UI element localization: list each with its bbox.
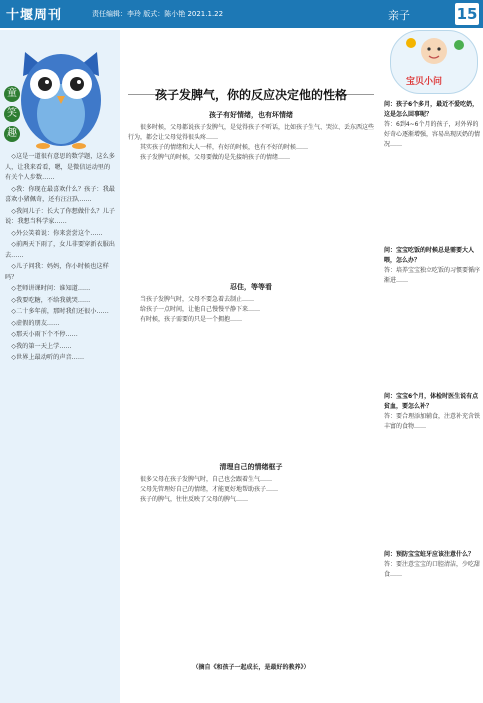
baby-illustration	[391, 31, 477, 71]
badge-char-3: 趣	[4, 126, 20, 142]
joke-paragraph: ◇那天小雨下个不停……	[11, 331, 78, 338]
qa-item-1	[384, 100, 480, 240]
article-source: （摘自《和孩子一起成长，是最好的教养》）	[192, 664, 310, 671]
question-text: 问：孩子6个多月，最近不爱吃奶，这是怎么回事呢？	[384, 101, 479, 118]
answer-text: 答：6到4~6个月的孩子，对外界的好奇心逐渐增强，容易出现厌奶的情况……	[384, 121, 480, 148]
article-paragraph: 孩子发脾气的时候，父母要做的是先接纳孩子的情绪……	[140, 154, 291, 161]
qa-banner-title: 宝贝小问	[406, 77, 443, 87]
section-body-2	[128, 295, 374, 455]
joke-paragraph: ◇前两天下雨了，女儿非要穿新衣服出去……	[5, 241, 115, 259]
section-heading-1: 孩子有好情绪，也有坏情绪	[209, 111, 293, 119]
article-paragraph: 给孩子一点时间，让他自己慢慢平静下来……	[140, 306, 261, 313]
answer-text: 答：要合理添加辅食，注意补充含铁丰富的食物……	[384, 413, 480, 430]
joke-paragraph: ◇外公笑着说：你来尝尝这个……	[11, 229, 103, 237]
newspaper-title: 十堰周刊	[6, 8, 63, 23]
section-name: 亲子	[388, 9, 410, 22]
article-paragraph: 很多父母在孩子发脾气时，自己也会跟着生气……	[140, 476, 273, 483]
section-heading-2: 忍住，等等看	[230, 283, 272, 291]
question-text: 问：宝宝6个月，体检时医生说有点贫血，要怎么补？	[384, 393, 479, 410]
joke-paragraph: ◇虚假的朋友……	[11, 319, 60, 327]
section-body-1	[128, 123, 374, 275]
main-article	[124, 30, 378, 703]
joke-paragraph: ◇这是一道很有意思的数学题，这么多人，让我来看看，嗯，是微信运动里的有关个人步数……	[5, 153, 115, 181]
qa-item-2	[384, 246, 480, 386]
joke-paragraph: ◇老师讲课时问：谁知道……	[11, 285, 91, 292]
editor-credits: 责任编辑：李玲 版式：陈小艳 2021.1.22	[92, 10, 224, 18]
joke-paragraph: ◇我：你现在最喜欢什么？孩子：我最喜欢小猪佩奇，还有汪汪队……	[5, 185, 115, 203]
joke-paragraph: ◇我要吃糖，不给我就哭……	[11, 296, 91, 304]
right-column	[382, 30, 483, 703]
joke-paragraph: ◇世界上最动听的声音……	[11, 354, 85, 361]
page-header	[0, 0, 483, 28]
section-body-3	[128, 475, 374, 655]
joke-paragraph: ◇我问儿子：长大了你想做什么？儿子说：我想当科学家……	[5, 207, 115, 225]
badge-char-2: 笑	[4, 106, 20, 122]
badge-char-1: 童	[4, 86, 20, 102]
left-column	[0, 30, 120, 703]
article-paragraph: 有时候，孩子需要的只是一个拥抱……	[140, 316, 243, 323]
qa-item-3	[384, 392, 480, 532]
jokes-text	[5, 152, 115, 697]
joke-paragraph: ◇二十多年前，那时我们还很小……	[11, 308, 109, 315]
article-paragraph: 当孩子发脾气时，父母不要急着去制止……	[140, 296, 255, 303]
answer-text: 答：培养宝宝独立吃饭的习惯要循序渐进……	[384, 267, 480, 284]
question-text: 问：预防宝宝蛀牙应该注意什么？	[384, 551, 475, 558]
joke-paragraph: ◇我的第一天上学……	[11, 342, 72, 350]
section-heading-3: 清理自己的情绪框子	[219, 463, 283, 471]
question-text: 问：宝宝吃饭的时候总是需要大人喂，怎么办？	[384, 247, 475, 264]
article-paragraph: 很多时候，父母都说孩子发脾气，是觉得孩子不听话，比如孩子生气、哭泣、丢东西这些行为，都会让父母觉得很头疼……	[128, 124, 374, 141]
article-paragraph: 孩子的脾气，往往反映了父母的脾气……	[140, 496, 249, 503]
article-paragraph: 父母先管理好自己的情绪，才能更好地帮助孩子……	[140, 486, 279, 493]
answer-text: 答：要注意宝宝的口腔清洁，少吃甜食……	[384, 561, 480, 578]
qa-item-4	[384, 550, 480, 690]
owl-illustration	[5, 32, 117, 150]
joke-paragraph: ◇儿子问我：妈妈，你小时候也这样吗？	[5, 263, 109, 281]
article-title: 孩子发脾气，你的反应决定他的性格	[154, 88, 347, 102]
page-number: 15	[456, 5, 478, 23]
article-paragraph: 其实孩子的情绪和大人一样，有好的时候，也有不好的时候……	[140, 144, 309, 151]
